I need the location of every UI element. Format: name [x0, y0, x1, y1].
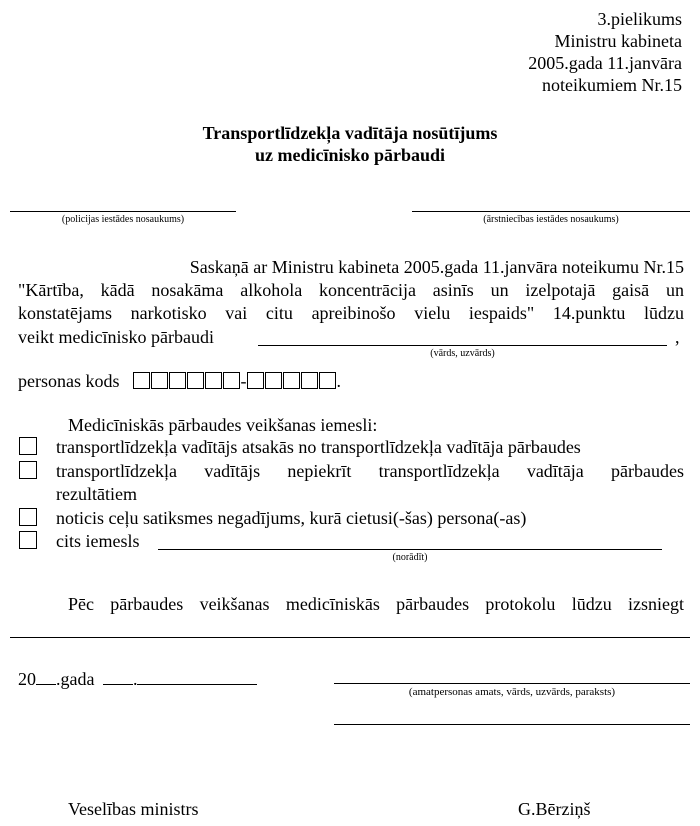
reason-other: cits iemesls	[56, 531, 140, 551]
name-field[interactable]	[258, 345, 667, 346]
year-field[interactable]	[36, 670, 56, 685]
medical-institution-field[interactable]	[412, 211, 690, 212]
signature-extra-line[interactable]	[334, 724, 690, 725]
minister-title: Veselības ministrs	[68, 799, 199, 819]
protocol-request: Pēc pārbaudes veikšanas medicīniskās pārbaudes protokolu lūdzu izsniegt	[68, 594, 684, 614]
code-digit-box[interactable]	[301, 372, 318, 389]
month-field[interactable]	[137, 670, 257, 685]
medical-institution-caption: (ārstniecības iestādes nosaukums)	[483, 214, 619, 225]
code-digit-box[interactable]	[187, 372, 204, 389]
page-title	[0, 122, 700, 166]
reason-disagrees-line-2: rezultātiem	[56, 484, 137, 504]
code-dash: -	[240, 371, 247, 391]
body-line-1: Saskaņā ar Ministru kabineta 2005.gada 11.janvāra noteikumu Nr.15	[189, 257, 684, 277]
body-line-2: "Kārtība, kādā nosakāma alkohola koncentrācija asinīs un izelpotajā gaisā un	[18, 280, 684, 300]
personal-code-row	[18, 370, 341, 392]
title-line-1: Transportlīdzekļa vadītāja nosūtījums	[202, 123, 498, 143]
date-dot: .	[132, 669, 138, 689]
code-digit-box[interactable]	[247, 372, 264, 389]
reason-accident: noticis ceļu satiksmes negadījums, kurā cietusi(-šas) persona(-as)	[56, 508, 527, 528]
other-reason-caption: (norādīt)	[392, 552, 428, 563]
reasons-heading: Medicīniskās pārbaudes veikšanas iemesli:	[68, 415, 378, 435]
title-line-2: uz medicīnisko pārbaudi	[254, 145, 446, 165]
issue-date: 2005.gada 11.janvāra	[528, 53, 682, 73]
code-digit-box[interactable]	[319, 372, 336, 389]
regulation-number: noteikumiem Nr.15	[542, 75, 682, 95]
code-digit-box[interactable]	[169, 372, 186, 389]
reason-checkbox-accident[interactable]	[19, 508, 37, 526]
police-institution-caption: (policijas iestādes nosaukums)	[61, 214, 185, 225]
code-digit-box[interactable]	[205, 372, 222, 389]
reason-disagrees-line-1: transportlīdzekļa vadītājs nepiekrīt transportlīdzekļa vadītāja pārbaudes	[56, 461, 684, 481]
code-digit-box[interactable]	[223, 372, 240, 389]
code-digit-box[interactable]	[265, 372, 282, 389]
personal-code-label: personas kods	[18, 371, 120, 391]
code-digit-box[interactable]	[151, 372, 168, 389]
year-prefix: 20	[18, 669, 36, 689]
day-field[interactable]	[103, 670, 133, 685]
code-digit-box[interactable]	[133, 372, 150, 389]
body-line-3: konstatējams narkotisko vai citu apreibinošo vielu iespaids" 14.punktu lūdzu	[18, 303, 684, 323]
reason-checkbox-other[interactable]	[19, 531, 37, 549]
body-line-4: veikt medicīnisko pārbaudi	[18, 327, 214, 347]
code-end: .	[336, 371, 341, 391]
minister-name: G.Bērziņš	[518, 799, 591, 819]
reason-checkbox-disagrees[interactable]	[19, 461, 37, 479]
name-caption: (vārds, uzvārds)	[430, 348, 495, 359]
signature-field[interactable]	[334, 683, 690, 684]
year-suffix: .gada	[56, 669, 95, 689]
signature-caption: (amatpersonas amats, vārds, uzvārds, paraksts)	[408, 686, 616, 698]
reason-refused: transportlīdzekļa vadītājs atsakās no transportlīdzekļa vadītāja pārbaudes	[56, 437, 581, 457]
other-reason-field[interactable]	[158, 549, 662, 550]
date-row	[18, 668, 257, 690]
document-header	[528, 8, 682, 96]
code-digit-box[interactable]	[283, 372, 300, 389]
appendix-number: 3.pielikums	[597, 9, 682, 29]
protocol-field[interactable]	[10, 637, 690, 638]
body-comma: ,	[675, 327, 680, 347]
reason-checkbox-refused[interactable]	[19, 437, 37, 455]
issuer: Ministru kabineta	[554, 31, 682, 51]
police-institution-field[interactable]	[10, 211, 236, 212]
